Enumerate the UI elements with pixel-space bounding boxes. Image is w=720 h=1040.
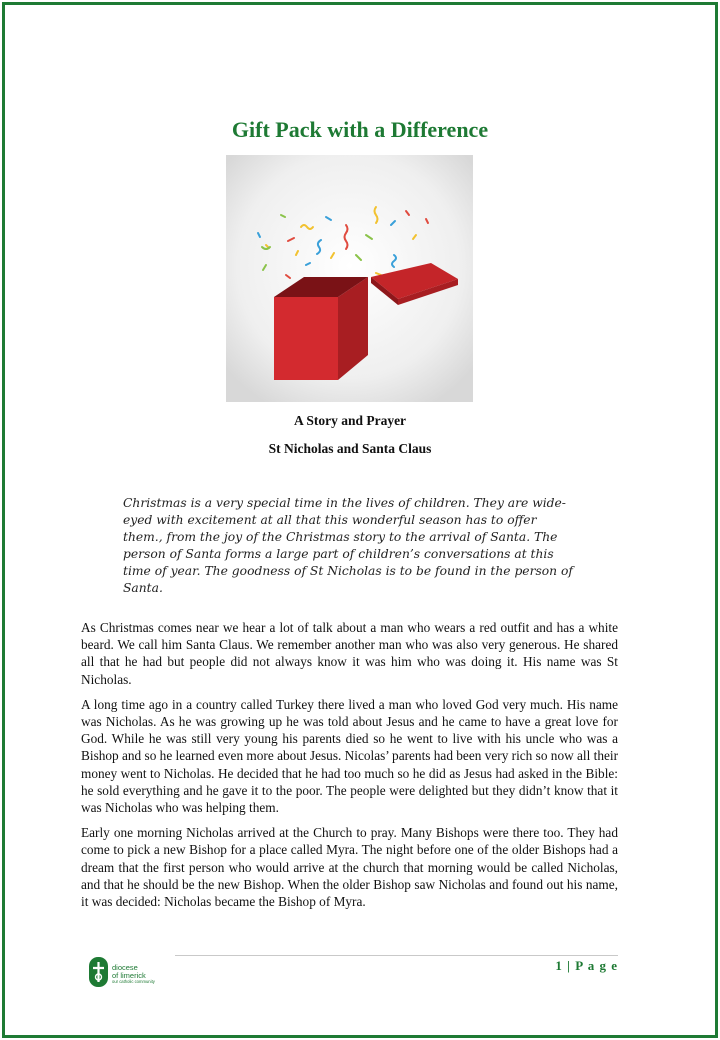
diocese-logo-text — [112, 964, 155, 985]
story-paragraph: A long time ago in a country called Turkey there lived a man who loved God very much. His name was Nicholas. As he was growing up he was told about Jesus and he came to have a great love for God. While he was still very young his parents died so he went to live with his uncle who was a Bishop and so he learned even more about Jesus. Nicolas’ parents had been very rich so now all their money went to Nicholas. He decided that he had too much so he did as Jesus had asked in the Bible: he sold everything and he gave it to the poor. The people were delighted but they didn’t know that it was Nicholas who was helping them. — [81, 696, 619, 816]
subtitle-story-prayer: A Story and Prayer — [293, 413, 407, 428]
diocese-emblem-icon — [89, 957, 108, 987]
logo-line-2: of limerick — [112, 970, 146, 980]
page-number: 1 | P a g e — [555, 958, 618, 973]
story-body — [81, 619, 618, 918]
subtitle-st-nicholas: St Nicholas and Santa Claus — [268, 441, 432, 456]
story-paragraph: As Christmas comes near we hear a lot of talk about a man who wears a red outfit and has a white beard. We call him Santa Claus. We remember another man who was also very generous. He shared all that he had but people did not always know it was him who was doing it. His name was St Nicholas. — [81, 620, 618, 687]
document-title: Gift Pack with a Difference — [231, 117, 489, 142]
logo-tagline: our catholic community — [112, 979, 155, 984]
footer-divider — [175, 955, 618, 956]
gift-box-illustration — [226, 155, 473, 402]
story-paragraph: Early one morning Nicholas arrived at the Church to pray. Many Bishops were there too. They had come to pick a new Bishop for a place called Myra. The night before one of the older Bishops had a dream that the first person who would arrive at the church that morning would be called Nicholas, and that he should be the new Bishop. When the older Bishop saw Nicholas and found out his name, it was decided: Nicholas became the Bishop of Myra. — [81, 825, 618, 910]
logo-line-1: diocese — [112, 963, 138, 972]
intro-paragraph: Christmas is a very special time in the lives of children. They are wide-eyed with excitement at all that this wonderful season has to offer them., from the joy of the Christmas story to the arrival of Santa. The person of Santa forms a large part of children’s conversations at this time of year. The goodness of St Nicholas is to be found in the person of Santa. — [123, 496, 573, 595]
